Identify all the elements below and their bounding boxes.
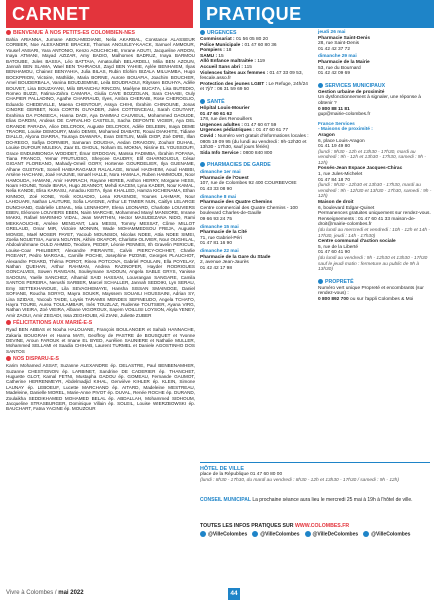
pharmacy-icon	[200, 162, 205, 167]
sante-label: Urgences adultes :	[200, 122, 245, 128]
pharmacy-tel: 01 42 42 37 72	[318, 46, 351, 52]
social-link[interactable]: @VilleColombes	[363, 531, 410, 537]
deaths-list: Karim Mohamed ASSAT, Suzanne ALEXANDRE ép. DELASTRE, Paul BENBENAMHER, Suzanne CHESTIGNON ép. LARBINET, Sandrine DE CADERIER ép. THANCHET, Huguette GLOT, Kamal FETNI, Mustapha GADOU ép. GOMEAU, Fernande GAUMOT, Catherine HERRENMEYR, Abdelmadjid KIHAL, Genviève KIHLER ép. KLEIN, Simone LAUNAY ép. LEBOEUF, Lucette MARCHAND ép. AITARD, Madeleine MESTREAU, Madeleine, Danielle MOREL, Marie-Anne PIVOT ép. DUVAL, Renée ROCHE ép. DURAND, Zoulaikha SEDDIKHAMED MOHAMED BELAL ép. ABDALLAH, Mohammed SIDHOUM, Jacqueline STRASBURGER, Dominique Villain ép. SOLEIL, Louise WIERZBOWSKI ép. BAUCHART, Fatna YACINE ép. MOUZOUR	[6, 363, 195, 412]
gestion-title: Gestion urbaine de proximité	[318, 89, 385, 95]
social-icon	[305, 531, 311, 537]
pharmacies-title-text: PHARMACIES DE GARDE	[207, 162, 271, 169]
gestion-mail[interactable]: gup@mairie-colombes.fr	[318, 112, 371, 118]
urgence-label: SAMU :	[200, 53, 219, 59]
urgence-value: 01 56 05 80 20	[236, 37, 269, 42]
centre-tel: 01 47 60 41 90	[318, 250, 351, 256]
centre-title: Centre communal d'action sociale	[318, 239, 396, 245]
pharmacy-address: 107, rue de Colombes 92 400 COURBEVOIE	[200, 181, 297, 187]
urgence-label: Protection des jeunes LGBT :	[200, 81, 269, 87]
pharmacies-list	[200, 170, 312, 271]
fossetreau-tel: 01 47 84 18 70	[318, 177, 351, 183]
pharmacy-address: Centre commercial des Quatre Chemins - 100 boulevard Charles-de-Gaulle	[200, 205, 298, 217]
deaths-title	[6, 356, 195, 362]
pharmacy-day: dimanche 8 mai	[200, 194, 236, 200]
pharmacy-address: 53, rue du Bournard	[318, 65, 361, 71]
urgence-value: Le Refuge, 24h/24 et 7j/7 : 06 31 59 69 50	[200, 81, 308, 93]
footer-issue: mai 2022	[58, 590, 84, 596]
sante-value: 01 47 60 67 59	[244, 122, 277, 128]
proprete-app: ou sur l'appli Colombes & Moi	[350, 296, 414, 302]
proprete-title	[318, 279, 434, 285]
sante-value: 01 47 60 61 77	[255, 128, 288, 134]
hotel-de-ville	[200, 462, 430, 483]
urgence-label: Pompiers :	[200, 48, 227, 54]
social-icon	[363, 531, 369, 537]
page-number: 44	[228, 588, 240, 600]
services-title	[318, 83, 434, 89]
building-icon	[318, 83, 323, 88]
footer	[6, 590, 84, 596]
footer-prefix: Vivre à Colombes /	[6, 590, 57, 596]
hotel-title: HÔTEL DE VILLE	[200, 466, 244, 472]
council-text: La prochaine séance aura lieu le mercredi 25 mai à 19h à l'hôtel de ville.	[252, 497, 413, 503]
pharmacy-day: dimanche 29 mai	[318, 54, 357, 60]
hopital-tel: 01 47 60 61 62	[200, 111, 233, 117]
pharmacy-day: jeudi 26 mai	[318, 30, 346, 35]
heart-icon	[6, 356, 11, 361]
maison-address: 6, boulevard Edgar-Quinet	[318, 205, 375, 211]
pharmacy-tel: 01 43 33 08 90	[200, 187, 233, 193]
allinfo-text: TOUTES LES INFOS PRATIQUES SUR	[200, 523, 294, 529]
heart-icon	[6, 30, 11, 35]
pharmacy-address: 2, avenue Jean-Jaurès	[200, 260, 249, 266]
sante-label: Sida Info Service :	[200, 150, 243, 156]
social-icon	[200, 531, 206, 537]
marriages-title	[6, 320, 195, 326]
sante-item	[200, 134, 312, 151]
maison-hours: (du lundi au mercredi et vendredi : 10h - 12h et 14h - 17h30, jeudi : 14h - 17h30)	[318, 228, 430, 239]
urgence-item	[200, 82, 312, 93]
fs-title: France Services	[318, 121, 355, 127]
maison-text: Permanences gratuites uniquement sur rendez-vous. Renseignements : 01 47 60 41 33 maison-de-droit@mairie-colombes.fr	[318, 211, 431, 228]
fossetreau-address: 1, rue Jules-Michelet	[318, 172, 363, 178]
alert-icon	[200, 30, 205, 35]
pharmacy-name: Pharmacie des Quatre Chemins	[200, 200, 273, 206]
social-links	[200, 531, 430, 537]
fossetreau-title: Fossés-Jean Espace Jacques-Chirac	[318, 166, 403, 172]
urgence-value: 119	[257, 59, 265, 65]
social-icon	[252, 531, 258, 537]
aragon-address: 6, place Louis-Aragon	[318, 138, 365, 144]
aragon-tel: 01 41 19 49 80	[318, 144, 351, 150]
recycle-icon	[318, 279, 323, 284]
council-block	[200, 497, 430, 503]
pharmacy-name: Pharmacie de la Cité	[200, 230, 247, 236]
aragon-hours: (lundi : 9h30 - 12h et 13h30 - 17h30, mardi au vendredi : 9h - 12h et 13h30 - 17h30, samedi : 9h - 12h)	[318, 149, 427, 166]
pharmacy-tel: 01 47 81 16 90	[200, 241, 233, 247]
heart-icon	[6, 320, 11, 325]
pharmacy-name: Pharmacie de la Gare du Stade	[200, 254, 271, 260]
health-icon	[200, 99, 205, 104]
pharmacy-day: dimanche 15 mai	[200, 224, 239, 230]
pharmacy-day: dimanche 1er mai	[200, 170, 241, 176]
urgence-label: Violences faites aux femmes :	[200, 70, 270, 76]
centre-hours: (du lundi au vendredi : 9h - 12h30 et 13h30 - 17h30 sauf le jeudi matin : fermeture au public de 9h à 13h30)	[318, 255, 428, 273]
aragon-title: Aragon	[318, 132, 335, 138]
sante-title	[200, 99, 312, 105]
gestion-tel: 0 800 88 11 81	[318, 106, 350, 112]
urgence-value: 18	[226, 48, 232, 54]
deaths-title-text: NOS DISPARU-E-S	[13, 356, 60, 363]
pharmacy-day: dimanche 22 mai	[200, 249, 239, 254]
urgence-value: 01 47 60 80 36	[244, 42, 277, 48]
urgences-title-text: URGENCES	[207, 30, 237, 36]
births-title-text: BIENVENUE À NOS PETITS-ES COLOMBIEN-NES	[13, 30, 135, 36]
urgences-list	[200, 37, 312, 93]
pratique-column-1	[200, 28, 312, 271]
urgence-item	[200, 71, 312, 82]
urgence-label: Accueil Sans abri :	[200, 64, 245, 70]
pharmacy-tel: 09 66 93 24 75	[200, 217, 233, 223]
pratique-column-2	[318, 28, 434, 303]
sante-value: Numéro vert gratuit d'informations locales : 0805 19 09 95 (du lundi au vendredi : 9h-12h30 et 13h30 - 17h30, sauf jours fériés)	[200, 133, 309, 151]
pharmacies-title	[200, 162, 312, 168]
marriages-title-text: FÉLICITATIONS AUX MARIÉ-E-S	[13, 320, 93, 327]
website-link[interactable]: WWW.COLOMBES.FR	[294, 523, 350, 529]
urgence-value: 15	[218, 53, 224, 59]
births-list: Bahia ARIANNA, Jurnane ABOU-MEDIANE, Nelia AKARBAL, Constance ALASSEUR CORBIER, Noe ALEXANDRE BRACKE, Thomas ANGUILEY-KAACK, Samuel AMMOUR, Yousef ANSARI, Yara ANTONIO, Kenzo AOUCHICHE, Imrane AOUTI, Jacqueline ARDON, Inaya ATMANI, Mayad AZIZAR, Amy BADIO, Malhomes BADRUZ, Inaya BARMOU BATOUBE, Jules BASSA, Léo BATTAIA, Amatoullah BELARDELI, Milia BEN AZOUN, Jannah BEN SLAMA, Wael BEN TAHRAOUI, Zayd BEN YAHIIE, Aylée BENHAIEM, Ilyas BENHAMOU, Chainez BENYAHIA, Julia BILAS, Rubin Elohim BIZALA MILUAMBA, Hugo BOCKPRION, Victoire, Mathilde, Maria BORNE, Aurore BOUAFIA, Joachim BOUCHER, Amel BOUDERBALA, Vanina BOUDJEMINE, Leila BOUDRAOUI, Rityssen BOUHYA, Adèle BOUVET, Lisa BOUZAYANI, Milo BRANCHU RINCON, Maélyne BUCATA, Lisa BUTEDIO, Romeo BUZZI, Fatima-Zahra CAMARA, Giulia CAVE BOZZOLAN, Sara CHAABI, Ouly CHAPIER PALLADINO, Agathe CHARRAUD, Ilyes, Ambra CHERABI, Rose CHEROGLIO, Eduardo CHEDEVILLE, Maena CHENTOUF, Assya CHIHI, Ibrahim CHINOUNE, Jonas CINGRE GERBET, Nora CORTIN GUYADER, Jules COTTENCEAU, Sarah COUTANT, Ibrahima DA FONSECA, Hanna DADI, Aya DAMMAJ CAUVIEUL, Mohammed DAOUDE, Elias DARDIN, Andeas DE CARVALHO CASTELS, Sacha DEFONTE VIGIER, Aya DEL GRANDE PARADA, Alice DELCROIX, Auguste DELCROIX, Adèle DELEBIN, Inaya DEME TRAORE, Louise DEMOURY, Mario DEMIS, Mohamed DIABATE, Rouai DIAKHITE, Tidiane DIALLO, Alyona DIARRA, Touraya DIAWARA, Evan DIETLIN, Malik DIOP, Zoé DIRE, Illan DO-REGO, Safiya DORNIER, Samaran DOUGHA, Aedan DRAIGON, Zouhaïr DUHAIL, Louise DUFOUR MULEKA, Zaar EL GHOUL, Noham EL MOKNA, Nisrine EL YOUSSOUFI, Grace ENDUMBONGA WODIDET, Émar ERDOGAN, Maïssa FADIMBA, Ibrahim FOFANA, Tiana FRANCO, Yemar FRUTUOSO, Sheycee GAUDRY, Elif GHARNOUGUI, César GIGANT FLOREANO, Mahady-Omeil GORY, Hortense GOURDELIER, Ilya GUENAME, Alhane GUSTAVE, Sonell HABIARAGAMJI RALALAGE, Ismael HAOHEIM, Aoud HABIBI, Arsène HACHANI, Joaé HAJUNE, Ismaël HALLE, Nora HAMALA, Ruben HAMMOUDI, Noor HAMOUDA, HAMANI, Amir HARRACH, Rayane HEREB, Anthon HERRY, Morgane HESS, Noam HOUNE, Tonde IBARA, Hugo JEANNOT, Mehdi KACEM, Lyna KADER, Nour KAMAL, Nelia KANDE, Elisa KARASU, Amadou KEITA, Ilyan KHALLED, Hamza KICHENAMA, Ethan KINNOO, Zoé KONE, Yorik KOUADIO, Lena KRASNOE, Younes LAHMAR, Nour LAHOUARI, Nathan LAUTURE, Sofia LAVIGNE, Arthur LE TIMIER NUN, Caitlyn LELARGE DUNCHAND, Gabrielle LENAIL, Mia LENNHOFF, Elena LEONARD, Charlotte LOUVIERS EBEN, Eléonore LOUVIERS EBEN, Naim MARCHE, Mohammed Manyl MANSORE, Imrane MAKKI, Rafael MARINHO VIDAL, Jean MARTHIN, Hector MASUDEZANA NIDO, Rami MEKKAOUCHE, Arsène MENGANT, Lara MESSI, Tommy MESSAT, Côme MILLOT GRELAUD, Omar MIR, Victoire MONNIN, Wade MOHAMMEDSOU FREJA, Auguste MONGE, Maël MOSER PAYET, Yacoub MOUNSIDI, Nicolas NDEE, Attia NDEE SIMEI, Zoelia NGUETSIA, Aurora NGUYEN, Akhim OKAFOR, Charlotte OLIVIER, Nour OUGHILAL, Abdoulrahmane OULD AHMED, Teodore, PEDEF, Léonie PENNES, Ith Gravelin PERICUE, Louise-Coar PHILIBERT, Alexandre PIERANTE, Calvin PIERCY-OCHHET, Charlie PIGEANT, Pedro MARGAIL, Camille POCHE, Josephine PIZONE, Georges PLAUCHOT, Alexandre POIARD, Théma POROT, Rinea POTCOVA, Gabriel POULAIN, Ella POYELAY, Nathan QUEHAN, Arthur RAHMAN, Andrea RAZINOFER, Hayder RODRIGUES GONCALVES, Sowen RANGAIN, Souleymane SADOUN, Angela SABLE GRYS, Yanisse SADOUN, Yaelle SANCHEZ, Alhamid SAID HASSAN, Louvrangan SANGARE, Camila SANTOS PEREIRA, Nerushi SARBER, Marcel SCHALLER, Jannah SEDDIKI, Lyn SERAU, Emy SETTEKHANOUE, Lila SEVAGHEMAYE, Hansha SISSAN SMAINOGE, Daniel SOFIANE, Roucha SORYO, Mayra SOUKR, Mayssem SOUAILI HOUSSAINI, Adrian SY, Lina SZIDAS, Yacoub TAIDE, Loysis TARAMIS MENDES SEFINEUDO, Angela TCHATO, Hayra TOURE, Aurea TOULAMBAIR, Inès TOUZLAZ, Rudense TOUTSIER, Ayana VIRG, Nathan VIEIRA, Zoé VIEIRA, Albane VIGOROUX, Sayem VOILLISI LOYSON, Akyla YENEY, Amir ZAOUI, Amir ZEGADI, Issa ZEGHOUBI, Ali ZIANI, Juliette ZUBER	[6, 37, 195, 318]
social-link[interactable]: @VilleColombes	[200, 531, 247, 537]
services-title-text: SERVICES MUNICIPAUX	[325, 82, 386, 89]
pharmacy-tel: 01 42 42 17 98	[200, 265, 233, 271]
social-link[interactable]: @VilleDeColombes	[305, 531, 359, 537]
urgences-title	[200, 30, 312, 36]
sante-value: 0800 840 800	[242, 150, 273, 156]
pharmacy-tel: 01 42 42 09 69	[318, 71, 351, 77]
social-link[interactable]: @VilleColombes	[252, 531, 299, 537]
carnet-header: CARNET	[6, 0, 193, 28]
hotel-address: place de la République 01 47 60 80 00	[200, 472, 283, 477]
marriages-list: Ryad BEN ABBAS et Nouha HALOUANE, François BOULANGER et Sahab HANNACHE, Zakaria BOUGRAH et Hanna MATI, Geoffroy de PASTRE de BOUSQUET et Yvonne DEVINE, Aroun FAROUK et Imane EL BYED, Aurélien SAUNIERE et Nathalie MULLER, Mohammed SELLAMI et Saadia CHIHAB, Laurent TURMEL et Daniele AGOSTINHO DOS SANTOS	[6, 327, 195, 354]
urgence-label: Allô Enfance maltraitée :	[200, 59, 258, 65]
urgence-label: Police Municipale :	[200, 42, 245, 48]
sante-label: Covid :	[200, 133, 218, 139]
pharmacy-name: Pharmacie de l'Ouest	[200, 175, 249, 181]
pharmacy-name: Pharmacie de la Mairie	[318, 59, 370, 65]
hopital-address: 178, rue des Renouillers	[200, 117, 252, 123]
urgence-label: Commissariat :	[200, 37, 236, 42]
urgence-value: 01 47 33 09 53, fescale.asso.fr	[200, 70, 303, 82]
hopital-name: Hôpital Louis-Mourier	[200, 105, 250, 111]
sante-list	[200, 123, 312, 157]
proprete-tel: 0 800 892 700	[318, 296, 349, 302]
pharmacies-list-2	[318, 30, 434, 77]
sante-title-text: SANTÉ	[207, 98, 225, 105]
fossetreau-hours: (lundi : 9h30 - 12h30 et 13h30 - 17h30, mardi au vendredi : 9h - 12h30 et 13h30 - 17h30, samedi : 9h - 12h)	[318, 183, 432, 200]
maison-title: Maison de droit	[318, 200, 354, 206]
carnet-column	[6, 0, 195, 412]
pharmacy-address: 71, rue Gabriel-Péri	[200, 235, 242, 241]
urgence-value: 115	[244, 64, 252, 70]
proprete-text: Numéro vert unique Propreté et encombrants (sur rendez-vous) :	[318, 285, 424, 297]
centre-address: 5, rue de la Liberté	[318, 244, 359, 250]
proprete-title-text: PROPRETÉ	[325, 278, 354, 285]
gestion-text: Un dysfonctionnement à signaler, une réponse à obtenir ?	[318, 95, 421, 106]
pharmacy-name: Pharmacie Saint-Denis	[318, 35, 370, 41]
fs-sub: - Maisons de proximité :	[318, 127, 373, 133]
all-info	[200, 523, 430, 537]
sante-label: Urgences pédiatriques :	[200, 128, 256, 134]
pratique-header: PRATIQUE	[200, 0, 434, 28]
pharmacy-address: 28, rue Saint-Denis	[318, 41, 360, 47]
council-title: CONSEIL MUNICIPAL	[200, 497, 251, 503]
births-title	[6, 30, 195, 36]
hotel-hours: (lundi : 8h30 - 17h30, du mardi au vendredi : 8h30 - 12h et 13h30 - 17h30 / samedi : 9h - 12h)	[200, 477, 399, 483]
